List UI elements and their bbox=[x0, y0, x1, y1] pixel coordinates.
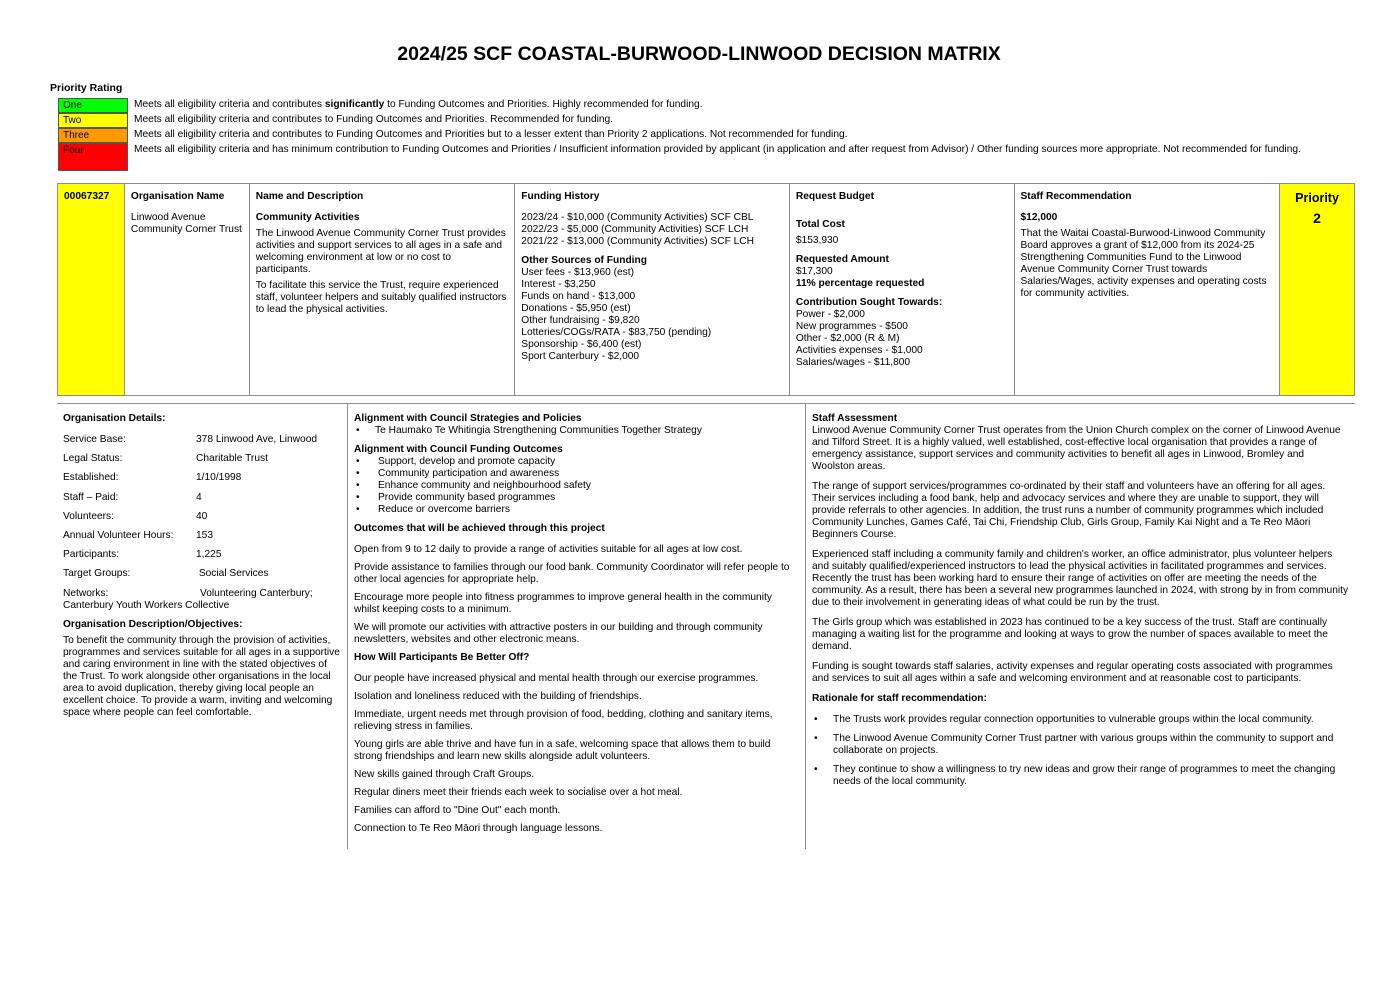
application-id-cell bbox=[58, 184, 125, 395]
priority-swatch-two: Two bbox=[58, 113, 128, 128]
funding-outcome-item: • Reduce or overcome barriers bbox=[354, 504, 799, 516]
page-title: 2024/25 SCF COASTAL-BURWOOD-LINWOOD DECISION MATRIX bbox=[397, 43, 1001, 65]
funding-outcomes-header: Alignment with Council Funding Outcomes bbox=[354, 444, 563, 455]
staff-recommendation-amount: $12,000 bbox=[1020, 212, 1058, 223]
funding-outcome-item: • Community participation and awareness bbox=[354, 468, 799, 480]
project-outcome-item: Encourage more people into fitness programmes to improve general health in the community whilst keeping costs to a minimum. bbox=[354, 592, 772, 615]
org-detail-row bbox=[63, 472, 341, 491]
other-source-item: Other fundraising - $9,820 bbox=[521, 315, 640, 326]
rationale-item: • The Trusts work provides regular connection opportunities to vulnerable groups within the local community. bbox=[812, 714, 1349, 726]
staff-assessment-column bbox=[806, 404, 1355, 849]
better-off-item: Families can afford to "Dine Out" each month. bbox=[354, 805, 561, 816]
org-detail-key: Networks: bbox=[63, 587, 109, 599]
other-source-item: Lotteries/COGs/RATA - $83,750 (pending) bbox=[521, 327, 712, 338]
better-off-item: Our people have increased physical and mental health through our exercise programmes. bbox=[354, 673, 759, 684]
staff-assessment-paragraph: The Girls group which was established in 2023 has continued to be a key success of the trust. Staff are continually managing a waiting list for the programme and looking at ways to grow the number of spaces available to meet the demand. bbox=[812, 617, 1328, 652]
org-detail-value: 153 bbox=[196, 529, 213, 541]
project-outcome-item: We will promote our activities with attractive posters in our building and through community newsletters, websites and other electronic means. bbox=[354, 622, 763, 645]
priority-desc-one-bold: significantly bbox=[324, 99, 385, 110]
better-off-header: How Will Participants Be Better Off? bbox=[354, 652, 530, 663]
other-source-item: Sport Canterbury - $2,000 bbox=[521, 351, 640, 362]
funding-outcome-item: • Enhance community and neighbourhood safety bbox=[354, 480, 799, 492]
better-off-item: Connection to Te Reo Māori through language lessons. bbox=[354, 823, 603, 834]
org-detail-key: Staff – Paid: bbox=[63, 491, 119, 503]
other-source-item: Interest - $3,250 bbox=[521, 279, 596, 290]
name-description-cell bbox=[250, 184, 516, 395]
org-detail-row bbox=[63, 568, 341, 587]
organisation-details-column bbox=[57, 404, 348, 849]
organisation-name-cell bbox=[125, 184, 250, 395]
requested-amount-label: Requested Amount bbox=[795, 254, 889, 265]
funding-history-item: 2022/23 - $5,000 (Community Activities) SCF LCH bbox=[521, 224, 749, 235]
better-off-item: Young girls are able thrive and have fun in a safe, welcoming space that allows them to build strong friendships and learn new skills alongside adult volunteers. bbox=[354, 739, 771, 762]
staff-recommendation-text: That the Waitai Coastal-Burwood-Linwood Community Board approves a grant of $12,000 from its 2024-25 Strengthening Communities Fund to the Linwood Avenue Community Corner Trust towards Salaries/Wages, activity expenses and operating costs for community activities. bbox=[1020, 228, 1267, 299]
org-detail-row bbox=[63, 549, 341, 568]
org-detail-value: 1,225 bbox=[196, 549, 222, 561]
org-detail-key: Legal Status: bbox=[63, 453, 123, 465]
staff-recommendation-cell bbox=[1015, 184, 1281, 395]
strategy-item: • Te Haumako Te Whitingia Strengthening Communities Together Strategy bbox=[354, 425, 799, 437]
project-outcomes-header: Outcomes that will be achieved through this project bbox=[354, 523, 605, 534]
priority-desc-three: Meets all eligibility criteria and contributes to Funding Outcomes and Priorities but to a lesser extent than Priority 2 applications. Not recommended for funding. bbox=[134, 129, 848, 140]
contribution-item: Power - $2,000 bbox=[795, 309, 865, 320]
other-source-item: User fees - $13,960 (est) bbox=[521, 267, 634, 278]
org-detail-key: Target Groups: bbox=[63, 568, 131, 580]
application-id: 00067327 bbox=[64, 191, 110, 202]
priority-legend-row-three bbox=[58, 128, 1328, 143]
org-detail-row bbox=[63, 492, 341, 511]
org-detail-value: 4 bbox=[196, 491, 202, 503]
name-description-header: Name and Description bbox=[255, 191, 364, 202]
staff-assessment-paragraph: Experienced staff including a community family and children's worker, an office administrator, plus volunteer helpers and suitably qualified/experienced instructors to lead the physical activities in facilitated programmes and services. Recently the trust has been working hard to ensure their range of activities on offer are meeting the needs of the community. As a result, there has been a several new programmes launched in 2024, with strong by in from community due to their involvement in generating ideas of what could be run by the trust. bbox=[812, 549, 1349, 608]
org-detail-key: Established: bbox=[63, 472, 119, 484]
requested-amount-value: $17,300 bbox=[795, 266, 833, 277]
better-off-item: Regular diners meet their friends each week to socialise over a hot meal. bbox=[354, 787, 683, 798]
staff-assessment-paragraph: Funding is sought towards staff salaries, activity expenses and regular operating costs associated with programmes and services to suit all ages within a safe and welcoming environment and at reasonable cost to participants. bbox=[812, 661, 1333, 684]
contribution-item: Other - $2,000 (R & M) bbox=[795, 333, 900, 344]
org-detail-row bbox=[63, 511, 341, 530]
org-detail-row bbox=[63, 434, 341, 453]
project-outcome-item: Open from 9 to 12 daily to provide a range of activities suitable for all ages at low cost. bbox=[354, 544, 743, 555]
staff-assessment-header: Staff Assessment bbox=[812, 413, 898, 424]
priority-rating-label: Priority Rating bbox=[50, 82, 123, 94]
project-outcome-item: Provide assistance to families through our food bank. Community Coordinator will refer people to other local agencies for appropriate help. bbox=[354, 562, 790, 585]
priority-legend-row-two bbox=[58, 113, 1328, 128]
org-detail-row bbox=[63, 530, 341, 549]
org-detail-key: Service Base: bbox=[63, 434, 126, 445]
details-section bbox=[57, 403, 1355, 849]
staff-assessment-paragraph: The range of support services/programmes co-ordinated by their staff and volunteers have an offering for all ages. Their services including a food bank, help and advocacy services and where they are unable to support, they will provide referrals to other agencies. In addition, the trust runs a number of community programmes which included Community Lunches, Games Café, Tai Chi, Friendship Club, Girls Group, Family Kai Night and a Te Reo Māori Beginners Course. bbox=[812, 481, 1326, 540]
org-detail-value: Social Services bbox=[196, 568, 269, 580]
other-source-item: Donations - $5,950 (est) bbox=[521, 303, 631, 314]
organisation-details-header: Organisation Details: bbox=[63, 413, 166, 424]
priority-desc-four: Meets all eligibility criteria and has minimum contribution to Funding Outcomes and Priorities / Insufficient information provided by applicant (in application and after request from Advisor) / Other funding sources more appropriate. Not recommended for funding. bbox=[134, 144, 1301, 155]
better-off-item: Isolation and loneliness reduced with the building of friendships. bbox=[354, 691, 642, 702]
funding-outcomes-list bbox=[354, 456, 799, 516]
other-source-item: Sponsorship - $6,400 (est) bbox=[521, 339, 642, 350]
alignment-column bbox=[348, 404, 806, 849]
strategies-header: Alignment with Council Strategies and Policies bbox=[354, 413, 582, 424]
rationale-item: • They continue to show a willingness to try new ideas and grow their range of programmes to meet the changing needs of the local community. bbox=[812, 764, 1349, 788]
org-detail-row bbox=[63, 453, 341, 472]
contribution-item: Salaries/wages - $11,800 bbox=[795, 357, 911, 368]
org-detail-value: 378 Linwood Ave, Linwood bbox=[196, 434, 318, 445]
contribution-sought-header: Contribution Sought Towards: bbox=[795, 297, 943, 308]
objectives-text: To benefit the community through the provision of activities, programmes and services suitable for all ages in a supportive and caring environment in line with the stated objectives of the Trust. To work alongside other organisations in the local area to avoid duplication, thereby giving local people an excellent choice. To provide a warm, inviting and welcoming space where people can feel comfortable. bbox=[63, 634, 340, 718]
request-budget-header: Request Budget bbox=[795, 191, 874, 202]
other-source-item: Funds on hand - $13,000 bbox=[521, 291, 636, 302]
priority-label: Priority bbox=[1295, 191, 1339, 205]
total-cost-value: $153,930 bbox=[795, 235, 839, 246]
project-description-p2: To facilitate this service the Trust, require experienced staff, volunteer helpers and suitably qualified instructors to lead the physical activities. bbox=[255, 280, 507, 315]
org-networks-continued: Canterbury Youth Workers Collective bbox=[63, 599, 230, 611]
project-description-p1: The Linwood Avenue Community Corner Trust provides activities and support services to all ages in a safe and welcoming environment at low or no cost to participants. bbox=[255, 228, 506, 275]
priority-desc-one-post: to Funding Outcomes and Priorities. Highly recommended for funding. bbox=[384, 99, 703, 110]
priority-cell bbox=[1280, 184, 1354, 395]
rationale-header: Rationale for staff recommendation: bbox=[812, 693, 987, 704]
strategies-list bbox=[354, 425, 799, 437]
priority-swatch-one: One bbox=[58, 98, 128, 113]
staff-assessment-paragraph: Linwood Avenue Community Corner Trust operates from the Union Church complex on the corner of Linwood Avenue and Tilford Street. It is a highly valued, well established, cost-effective local organisation that provides a range of emergency assistance, support services and community activities to benefit all ages in Linwood, Bromley and Woolston areas. bbox=[812, 425, 1341, 472]
project-title: Community Activities bbox=[255, 212, 360, 223]
contribution-item: New programmes - $500 bbox=[795, 321, 908, 332]
organisation-name: Linwood Avenue Community Corner Trust bbox=[130, 212, 242, 235]
contribution-item: Activities expenses - $1,000 bbox=[795, 345, 923, 356]
priority-desc-two: Meets all eligibility criteria and contributes to Funding Outcomes and Priorities. Recommended for funding. bbox=[134, 114, 614, 125]
rationale-list bbox=[812, 714, 1349, 788]
organisation-name-header: Organisation Name bbox=[130, 191, 225, 202]
requested-percentage: 11% percentage requested bbox=[795, 278, 925, 289]
priority-swatch-four: Four bbox=[58, 143, 128, 171]
priority-desc-one-pre: Meets all eligibility criteria and contributes bbox=[134, 99, 325, 110]
better-off-item: Immediate, urgent needs met through provision of food, bedding, clothing and sanitary items, relieving stress in families. bbox=[354, 709, 773, 732]
better-off-item: New skills gained through Craft Groups. bbox=[354, 769, 535, 780]
org-detail-value: 40 bbox=[196, 510, 208, 522]
priority-desc-one bbox=[134, 98, 703, 113]
funding-history-header: Funding History bbox=[521, 191, 600, 202]
funding-outcome-item: • Provide community based programmes bbox=[354, 492, 799, 504]
org-detail-value: 1/10/1998 bbox=[196, 472, 242, 484]
other-sources-header: Other Sources of Funding bbox=[521, 255, 647, 266]
org-detail-value: Charitable Trust bbox=[196, 453, 268, 465]
funding-history-cell bbox=[515, 184, 790, 395]
rationale-item: • The Linwood Avenue Community Corner Trust partner with various groups within the community to support and collaborate on projects. bbox=[812, 733, 1349, 757]
total-cost-label: Total Cost bbox=[795, 219, 845, 230]
funding-history-item: 2021/22 - $13,000 (Community Activities) SCF LCH bbox=[521, 236, 755, 247]
priority-value: 2 bbox=[1313, 210, 1321, 226]
funding-outcome-item: • Support, develop and promote capacity bbox=[354, 456, 799, 468]
funding-history-item: 2023/24 - $10,000 (Community Activities) SCF CBL bbox=[521, 212, 754, 223]
org-detail-key: Volunteers: bbox=[63, 510, 114, 522]
decision-matrix-table bbox=[57, 183, 1355, 396]
org-detail-value: Volunteering Canterbury; bbox=[200, 587, 313, 599]
objectives-header: Organisation Description/Objectives: bbox=[63, 618, 243, 630]
priority-swatch-three: Three bbox=[58, 128, 128, 143]
priority-legend-row-four bbox=[58, 143, 1328, 171]
staff-recommendation-header: Staff Recommendation bbox=[1020, 191, 1132, 202]
org-detail-row-networks bbox=[63, 588, 341, 600]
request-budget-cell bbox=[790, 184, 1015, 395]
org-detail-key: Participants: bbox=[63, 549, 120, 561]
org-detail-key: Annual Volunteer Hours: bbox=[63, 529, 174, 541]
priority-legend-row-one bbox=[58, 98, 1328, 113]
